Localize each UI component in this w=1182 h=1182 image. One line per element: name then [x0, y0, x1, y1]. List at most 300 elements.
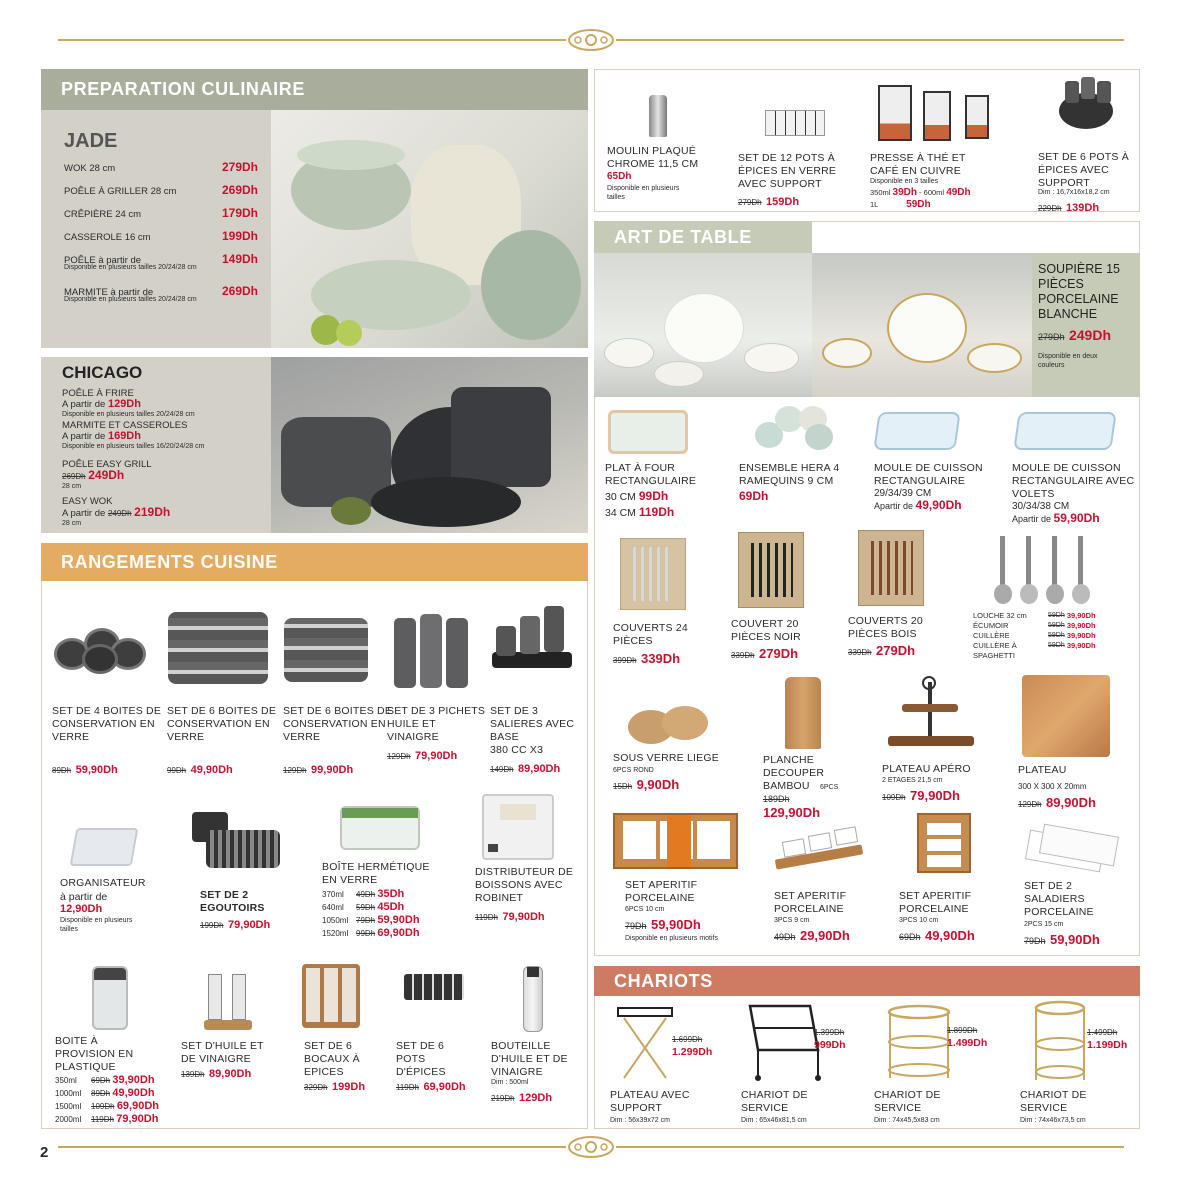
ramequins-price: 69Dh	[739, 489, 769, 503]
couverts-24-price: 339Dh	[641, 651, 681, 666]
bouteille-name: BOUTEILLE D'HUILE ET DE VINAIGRE	[491, 1040, 568, 1078]
pichets-price: 79,90Dh	[415, 750, 458, 762]
ustensile-row	[973, 621, 1138, 631]
jade-row	[64, 284, 258, 304]
old-price: 79Dh	[625, 921, 647, 931]
set-aperitif-3b-prices	[899, 927, 975, 945]
spice-carousel-name: SET DE 6 POTS À ÉPICES AVEC SUPPORT	[1038, 151, 1129, 189]
rangements-header	[41, 543, 588, 581]
sous-verre-sub: 6PCS ROND	[613, 767, 654, 774]
salieres-image	[492, 606, 574, 676]
plat-four-image	[608, 410, 688, 454]
chariot-2-prices	[947, 1025, 987, 1049]
spice-rack-prices	[738, 192, 799, 210]
chicago-poele-note: Disponible en plusieurs tailles 20/24/28 cm	[62, 411, 195, 418]
jade-title: JADE	[64, 130, 118, 152]
old-price: 249Dh	[107, 509, 132, 518]
spice-carousel-image	[1055, 75, 1117, 137]
size-label: 30 CM	[605, 491, 636, 503]
chariot-3-price: 1.199Dh	[1087, 1039, 1128, 1051]
chicago-poele-price: 129Dh	[107, 398, 141, 410]
set-aperitif-3b-sub: 3PCS 10 cm	[899, 917, 939, 924]
old-price: 149Dh	[490, 765, 514, 774]
soupiere-prices	[1038, 327, 1111, 345]
chicago-grill-name: POÊLE EASY GRILL	[62, 459, 152, 470]
prep-header	[41, 69, 588, 110]
soupiere-price: 249Dh	[1068, 327, 1112, 343]
ustensile-name: LOUCHE 32 cm	[973, 611, 1027, 620]
old-price: 119Dh	[91, 1115, 114, 1124]
size-label: 34 CM	[605, 507, 636, 519]
from-label: A partir de	[62, 508, 106, 519]
plateau-bois-prices	[1018, 794, 1096, 812]
old-price: 1.899Dh	[947, 1026, 978, 1035]
boite-prov-price: 39,90Dh	[112, 1074, 155, 1086]
plateau-apero-name: PLATEAU APÉRO	[882, 763, 971, 775]
spice-carousel-prices	[1038, 198, 1099, 216]
couverts-noir-name: COUVERT 20 PIÈCES NOIR	[731, 618, 801, 643]
old-price: 69Dh	[91, 1076, 111, 1085]
old-price: 59Dh	[1048, 612, 1065, 619]
ustensile-row	[973, 631, 1138, 641]
jade-item-name: WOK 28 cm	[64, 163, 116, 174]
jade-item-price: 279Dh	[221, 160, 258, 174]
boite-herm-row	[322, 914, 420, 927]
boite-herm-row	[322, 888, 420, 901]
bouteille-image	[523, 966, 543, 1032]
old-price: 109Dh	[882, 793, 906, 802]
salieres-sub: 380 CC X3	[490, 744, 544, 756]
chicago-marmite-note: Disponible en plusieurs tailles 16/20/24/28 cm	[62, 443, 205, 450]
jade-item-name: POÊLE À GRILLER 28 cm	[64, 186, 177, 197]
presse-prices-1	[870, 187, 971, 198]
old-price: 1.499Dh	[1087, 1028, 1118, 1037]
boite-herm-rows	[322, 888, 420, 940]
old-price: 99Dh	[356, 929, 376, 938]
boites-4-price: 59,90Dh	[75, 764, 118, 776]
art-header	[594, 221, 812, 253]
soupiere-name: SOUPIÈRE 15 PIÈCES PORCELAINE BLANCHE	[1038, 262, 1120, 321]
jade-row	[64, 229, 258, 252]
size-label: 1000ml	[55, 1089, 82, 1098]
pots-epices-name: SET DE 6 POTS D'ÉPICES	[396, 1040, 446, 1078]
organisateur-name: ORGANISATEUR	[60, 877, 146, 889]
chariot-2-price: 1.499Dh	[947, 1037, 988, 1049]
egoutoirs-price: 79,90Dh	[228, 919, 271, 931]
old-price: 189Dh	[763, 794, 790, 804]
jade-item-price: 269Dh	[221, 183, 258, 197]
sous-verre-image	[628, 706, 710, 748]
set-aperitif-3a-name: SET APERITIF PORCELAINE	[774, 890, 847, 915]
old-price: 1.699Dh	[672, 1035, 703, 1044]
old-price: 59Dh	[1048, 622, 1065, 629]
chariot-1-dim: Dim : 65x46x81,5 cm	[741, 1117, 807, 1124]
boites-4-prices	[52, 760, 118, 778]
organisateur-image	[70, 828, 139, 866]
planche-name: PLANCHE DECOUPER BAMBOU	[763, 754, 825, 792]
chariot-3-prices	[1087, 1027, 1127, 1051]
egoutoirs-name: SET DE 2 EGOUTOIRS	[200, 889, 265, 914]
salieres-price: 89,90Dh	[518, 763, 561, 775]
presse-price: 39Dh	[892, 187, 917, 198]
old-price: 129Dh	[283, 766, 307, 775]
couverts-noir-image	[738, 532, 804, 608]
plateau-bois-sub: 300 X 300 X 20mm	[1018, 782, 1087, 791]
ustensile-row	[973, 641, 1138, 661]
set-aperitif-3b-image	[917, 813, 971, 873]
boite-herm-price: 35Dh	[377, 888, 405, 900]
set-aperitif-6-name: SET APERITIF PORCELAINE	[625, 879, 698, 904]
moule-name: MOULE DE CUISSON RECTANGULAIRE	[874, 462, 983, 487]
old-price: 49Dh	[774, 932, 796, 942]
from-label: Apartir de	[1012, 514, 1052, 524]
spice-rack-image	[765, 100, 825, 142]
plateau-support-prices	[672, 1034, 712, 1058]
jade-item-name: POÊLE à partir de	[64, 255, 142, 266]
chicago-marmite-name: MARMITE ET CASSEROLES	[62, 420, 188, 431]
distributeur-prices	[475, 907, 545, 925]
boite-herm-price: 69,90Dh	[377, 927, 420, 939]
planche-sub: 6PCS	[820, 784, 839, 791]
plateau-apero-prices	[882, 787, 960, 805]
ustensiles-image	[990, 536, 1100, 608]
sous-verre-name: SOUS VERRE LIEGE	[613, 752, 719, 764]
top-rule-right	[616, 39, 1124, 41]
soupiere-note: Disponible en deux couleurs	[1038, 353, 1098, 369]
old-price: 329Dh	[304, 1083, 328, 1092]
ornament-top-icon	[566, 26, 616, 54]
set-aperitif-3a-image	[775, 828, 863, 868]
jade-item-price: 149Dh	[221, 252, 258, 266]
set-aperitif-6-note: Disponible en plusieurs motifs	[625, 935, 718, 942]
sous-verre-price: 9,90Dh	[636, 777, 680, 792]
plat-four-price-2	[605, 505, 674, 519]
bocaux-price: 199Dh	[332, 1081, 366, 1093]
saladiers-image	[1027, 830, 1117, 870]
planche-price: 129,90Dh	[763, 805, 821, 820]
set-aperitif-3a-sub: 3PCS 9 cm	[774, 917, 810, 924]
moule-volets-name: MOULE DE CUISSON RECTANGULAIRE AVEC VOLETS	[1012, 462, 1135, 500]
chicago-wok-name: EASY WOK	[62, 496, 113, 507]
old-price: 69Dh	[899, 932, 921, 942]
page-number: 2	[40, 1144, 49, 1161]
bouteille-price: 129Dh	[519, 1092, 553, 1104]
boites-4-image	[50, 626, 150, 676]
chicago-marmite-price: 169Dh	[107, 430, 141, 442]
jade-row	[64, 160, 258, 183]
moule-volets-price-line	[1012, 511, 1100, 525]
presse-price: 59Dh	[906, 199, 931, 210]
jade-list	[64, 160, 258, 304]
size-label: 350ml	[870, 188, 891, 197]
plateau-support-price: 1.299Dh	[672, 1046, 713, 1058]
boite-prov-rows	[55, 1074, 159, 1126]
set-aperitif-3a-prices	[774, 927, 850, 945]
chicago-poele-name: POÊLE À FRIRE	[62, 388, 134, 399]
plateau-apero-sub: 2 ETAGES 21,5 cm	[882, 777, 943, 784]
huile-vinaigre-name: SET D'HUILE ET DE VINAIGRE	[181, 1040, 264, 1065]
couverts-bois-price: 279Dh	[876, 643, 916, 658]
rangements-title: RANGEMENTS CUISINE	[61, 551, 278, 572]
ustensile-price: 39,90Dh	[1066, 631, 1096, 640]
moule-price: 49,90Dh	[915, 498, 962, 512]
pots-epices-prices	[396, 1077, 466, 1095]
bouteille-sub: Dim : 500ml	[491, 1079, 529, 1086]
plateau-bois-price: 89,90Dh	[1046, 795, 1096, 810]
presse-prices-2	[870, 199, 931, 210]
ustensile-price: 39,90Dh	[1066, 621, 1096, 630]
plat-four-name: PLAT À FOUR RECTANGULAIRE	[605, 462, 697, 487]
chicago-wok-price: 219Dh	[134, 505, 171, 519]
egoutoirs-prices	[200, 915, 270, 933]
huile-vinaigre-prices	[181, 1064, 251, 1082]
from-label: A partir de	[62, 399, 106, 410]
old-price: 59Dh	[1048, 642, 1065, 649]
jade-row	[64, 252, 258, 284]
art-title: ART DE TABLE	[614, 226, 752, 247]
moule-price-line	[874, 498, 962, 512]
size-label: 1050ml	[322, 916, 349, 925]
old-price: 279Dh	[738, 198, 762, 207]
plateau-support-image	[614, 1002, 676, 1082]
old-price: 339Dh	[848, 648, 872, 657]
couverts-24-image	[620, 538, 686, 610]
presse-name: PRESSE À THÉ ET CAFÉ EN CUIVRE	[870, 152, 966, 177]
old-price: 229Dh	[1038, 204, 1062, 213]
plateau-bois-image	[1022, 675, 1110, 757]
size-label: 1L	[870, 200, 879, 209]
from-label: Apartir de	[874, 501, 914, 511]
sous-verre-prices	[613, 776, 679, 794]
soupiere-photo-1	[594, 253, 812, 397]
chariot-1-image	[744, 998, 824, 1082]
ustensile-name: CUILLÈRE	[973, 631, 1010, 640]
old-price: 269Dh	[62, 472, 86, 481]
old-price: 199Dh	[200, 921, 224, 930]
chariot-3-image	[1032, 998, 1088, 1084]
distributeur-price: 79,90Dh	[502, 911, 545, 923]
old-price: 279Dh	[1038, 332, 1065, 342]
plateau-apero-price: 79,90Dh	[910, 788, 960, 803]
chicago-wok-line	[62, 507, 267, 519]
boite-herm-price: 45Dh	[377, 901, 405, 913]
old-price: 119Dh	[396, 1083, 419, 1092]
jade-item-name: CASSEROLE 16 cm	[64, 232, 151, 243]
size-label: 2000ml	[55, 1115, 82, 1124]
jade-item-note: Disponible en plusieurs tailles 20/24/28 cm	[64, 264, 197, 271]
ustensile-name: CUILLÈRE À SPAGHETTI	[973, 641, 1017, 660]
bocaux-prices	[304, 1077, 365, 1095]
jade-item-note: Disponible en plusieurs tailles 20/24/28 cm	[64, 296, 197, 303]
boite-prov-name: BOITE À PROVISION EN PLASTIQUE	[55, 1035, 134, 1073]
from-label: A partir de	[62, 431, 106, 442]
plateau-support-name: PLATEAU AVEC SUPPORT	[610, 1089, 690, 1114]
old-price: 79Dh	[1024, 936, 1046, 946]
organisateur-from: à partir de	[60, 891, 108, 903]
spice-rack-name: SET DE 12 POTS À ÉPICES EN VERRE AVEC SUPPORT	[738, 152, 837, 190]
saladiers-sub: 2PCS 15 cm	[1024, 921, 1064, 928]
jade-item-price: 199Dh	[221, 229, 258, 243]
pichets-name: SET DE 3 PICHETS HUILE ET VINAIGRE	[387, 705, 486, 743]
old-price: 79Dh	[356, 916, 376, 925]
chariot-2-dim: Dim : 74x45,5x83 cm	[874, 1117, 940, 1124]
set-aperitif-3b-price: 49,90Dh	[924, 928, 975, 943]
jade-photo	[271, 110, 588, 348]
salieres-prices	[490, 759, 560, 777]
couverts-bois-name: COUVERTS 20 PIÈCES BOIS	[848, 615, 923, 640]
size-label: - 600ml	[919, 188, 945, 197]
chicago-list	[62, 388, 267, 528]
chicago-title: CHICAGO	[62, 363, 143, 382]
ornament-bottom-icon	[566, 1133, 616, 1161]
boite-prov-image	[92, 966, 128, 1030]
chariot-3-name: CHARIOT DE SERVICE	[1020, 1089, 1087, 1114]
organisateur-note: Disponible en plusieurs tailles	[60, 917, 133, 933]
boites-6b-prices	[283, 760, 353, 778]
chicago-photo	[271, 357, 588, 533]
couverts-noir-prices	[731, 645, 798, 663]
old-price: 89Dh	[91, 1089, 111, 1098]
old-price: 89Dh	[52, 766, 72, 775]
boite-herm-image	[340, 806, 420, 850]
plat-four-price: 99Dh	[638, 489, 669, 503]
ustensile-price: 39,90Dh	[1066, 611, 1096, 620]
chicago-grill-line	[62, 470, 267, 482]
chariots-title: CHARIOTS	[614, 970, 713, 991]
chariot-2-image	[884, 1002, 954, 1084]
boite-prov-price: 79,90Dh	[116, 1113, 159, 1125]
chariots-header	[594, 966, 1140, 996]
saladiers-price: 59,90Dh	[1049, 932, 1100, 947]
old-price: 339Dh	[731, 651, 755, 660]
organisateur-price: 12,90Dh	[60, 903, 103, 915]
ramequins-name: ENSEMBLE HERA 4 RAMEQUINS 9 CM	[739, 462, 840, 487]
boite-prov-price: 69,90Dh	[116, 1100, 160, 1112]
couverts-bois-prices	[848, 642, 915, 660]
moulin-name: MOULIN PLAQUÉ CHROME 11,5 CM	[607, 145, 699, 170]
couverts-24-prices	[613, 650, 680, 668]
huile-vinaigre-price: 89,90Dh	[209, 1068, 252, 1080]
jade-item-price: 179Dh	[221, 206, 258, 220]
chariot-1-price: 999Dh	[814, 1039, 846, 1051]
planche-image	[785, 677, 821, 749]
boite-herm-name: BOÎTE HERMÉTIQUE EN VERRE	[322, 861, 430, 886]
boites-6a-image	[168, 612, 268, 684]
boites-6b-price: 99,90Dh	[311, 764, 354, 776]
salieres-name: SET DE 3 SALIERES AVEC BASE	[490, 705, 575, 743]
bouteille-prices	[491, 1088, 552, 1106]
size-label: 350ml	[55, 1076, 77, 1085]
presse-image	[873, 75, 1003, 145]
boite-herm-row	[322, 927, 420, 940]
old-price: 1.399Dh	[814, 1028, 845, 1037]
moule-volets-price: 59,90Dh	[1053, 511, 1100, 525]
boite-herm-row	[322, 901, 420, 914]
chicago-poele-line	[62, 399, 267, 410]
egoutoirs-image	[186, 808, 284, 878]
old-price: 99Dh	[167, 766, 187, 775]
pichets-image	[392, 608, 472, 690]
top-rule-left	[58, 39, 566, 41]
moulin-image	[649, 95, 667, 137]
boite-prov-row	[55, 1074, 159, 1087]
old-price: 15Dh	[613, 782, 633, 791]
old-price: 129Dh	[1018, 800, 1042, 809]
size-label: 640ml	[322, 903, 344, 912]
chariot-1-name: CHARIOT DE SERVICE	[741, 1089, 808, 1114]
jade-item-price: 269Dh	[221, 284, 258, 298]
jade-item-name: CRÊPIÈRE 24 cm	[64, 209, 142, 220]
moule-dim: 29/34/39 CM	[874, 488, 932, 499]
chicago-grill-size: 28 cm	[62, 483, 82, 490]
couverts-noir-price: 279Dh	[759, 646, 799, 661]
boite-prov-row	[55, 1087, 159, 1100]
plateau-apero-image	[888, 676, 974, 756]
old-price: 59Dh	[356, 903, 376, 912]
spice-carousel-price: 139Dh	[1066, 202, 1100, 214]
old-price: 129Dh	[387, 752, 411, 761]
set-aperitif-3b-name: SET APERITIF PORCELAINE	[899, 890, 972, 915]
presse-note: Disponible en 3 tailles	[870, 178, 939, 185]
moule-image	[873, 412, 960, 450]
couverts-bois-image	[858, 530, 924, 606]
saladiers-name: SET DE 2 SALADIERS PORCELAINE	[1024, 880, 1094, 918]
jade-row	[64, 206, 258, 229]
old-price: 399Dh	[613, 656, 637, 665]
plateau-support-dim: Dim : 56x39x72 cm	[610, 1117, 670, 1124]
chariot-3-dim: Dim : 74x46x73,5 cm	[1020, 1117, 1086, 1124]
old-price: 109Dh	[91, 1102, 115, 1111]
ustensile-name: ÉCUMOIR	[973, 621, 1009, 630]
moulin-price: 65Dh	[607, 171, 632, 182]
boite-herm-price: 59,90Dh	[377, 914, 420, 926]
chariot-2-name: CHARIOT DE SERVICE	[874, 1089, 941, 1114]
bocaux-image	[302, 964, 360, 1028]
size-label: 1500ml	[55, 1102, 82, 1111]
old-price: 49Dh	[356, 890, 376, 899]
spice-carousel-dim: Dim : 16,7x16x18,2 cm	[1038, 189, 1110, 196]
moulin-note: Disponible en plusieurs tailles	[607, 185, 680, 201]
soupiere-photo-2	[812, 253, 1032, 397]
pichets-prices	[387, 746, 457, 764]
old-price: 139Dh	[181, 1070, 205, 1079]
bottom-rule-right	[616, 1146, 1124, 1148]
chicago-marmite-line	[62, 431, 267, 442]
old-price: 119Dh	[475, 913, 498, 922]
moule-volets-dim: 30/34/38 CM	[1012, 501, 1070, 512]
set-aperitif-3a-price: 29,90Dh	[799, 928, 850, 943]
set-aperitif-6-price: 59,90Dh	[650, 917, 701, 932]
pots-epices-price: 69,90Dh	[423, 1081, 466, 1093]
boites-6a-price: 49,90Dh	[190, 764, 233, 776]
old-price: 59Dh	[1048, 632, 1065, 639]
huile-vinaigre-image	[204, 966, 252, 1034]
size-label: 1520ml	[322, 929, 349, 938]
presse-price: 49Dh	[946, 187, 971, 198]
ustensile-price: 39,90Dh	[1066, 641, 1096, 650]
size-label: 370ml	[322, 890, 344, 899]
distributeur-name: DISTRIBUTEUR DE BOISSONS AVEC ROBINET	[475, 866, 574, 904]
jade-item-name: MARMITE à partir de	[64, 287, 154, 298]
set-aperitif-6-image	[613, 813, 738, 869]
plat-four-price: 119Dh	[638, 505, 675, 519]
chicago-wok-size: 28 cm	[62, 520, 82, 527]
ustensiles-list	[973, 611, 1138, 661]
boite-prov-row	[55, 1113, 159, 1126]
boites-6a-name: SET DE 6 BOITES DE CONSERVATION EN VERRE	[167, 705, 277, 743]
ramequins-image	[755, 402, 840, 454]
bottom-rule-left	[58, 1146, 566, 1148]
